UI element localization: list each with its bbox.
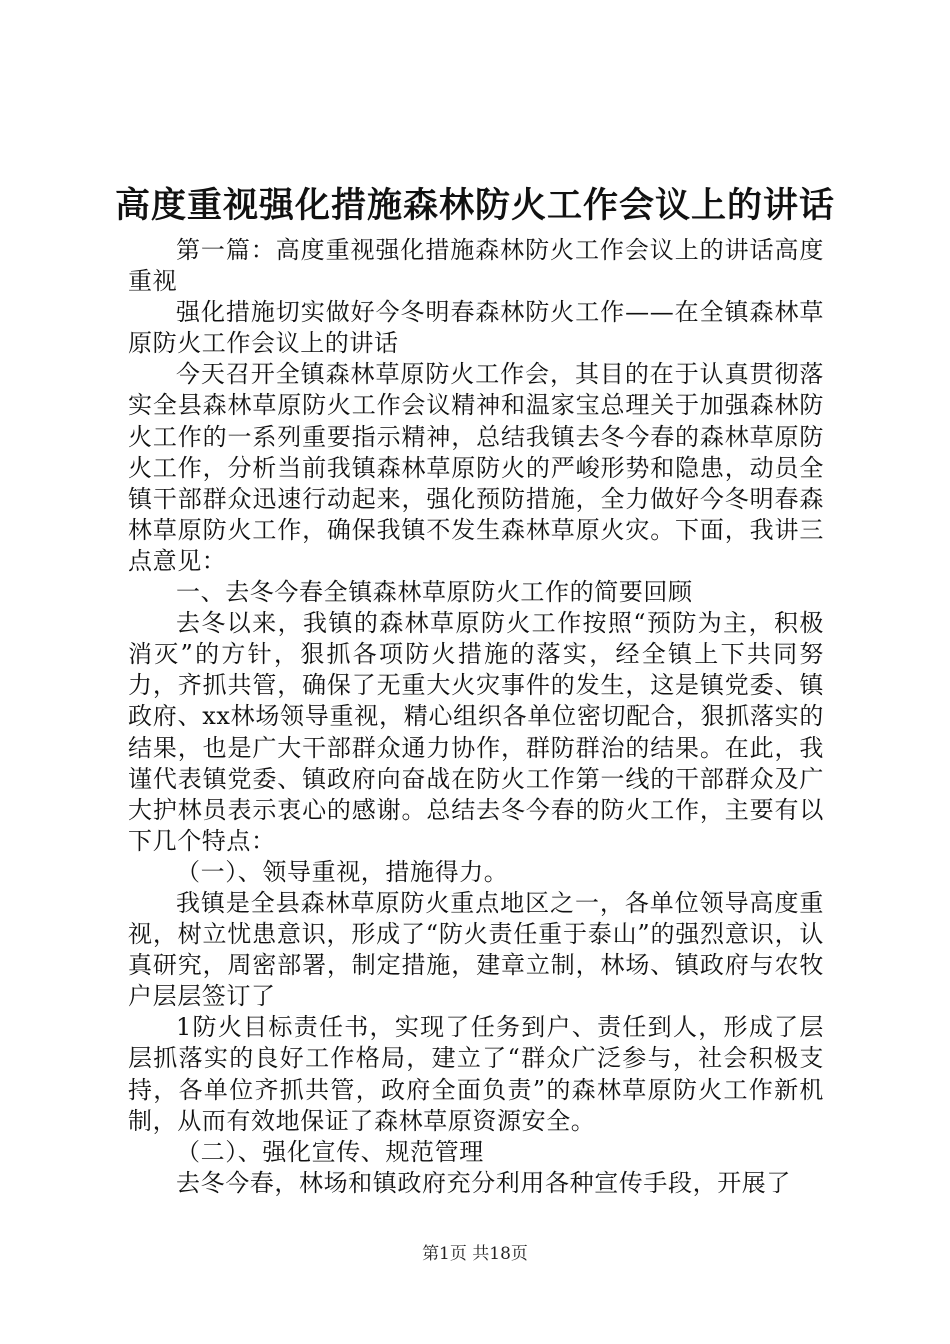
- paragraph: 去冬以来，我镇的森林草原防火工作按照“预防为主，积极消灭”的方针，狠抓各项防火措施的落实，经全镇上下共同努力，齐抓共管，确保了无重大火灾事件的发生，这是镇党委、镇政府、xx林场领导重视，精心组织各单位密切配合，狠抓落实的结果，也是广大干部群众通力协作，群防群治的结果。在此，我谨代表镇党委、镇政府向奋战在防火工作第一线的干部群众及广大护林员表示衷心的感谢。总结去冬今春的防火工作，主要有以下几个特点：: [128, 609, 824, 855]
- paragraph: 第一篇：高度重视强化措施森林防火工作会议上的讲话高度重视: [128, 236, 824, 296]
- paragraph: 我镇是全县森林草原防火重点地区之一，各单位领导高度重视，树立忧患意识，形成了“防火责任重于泰山”的强烈意识，认真研究，周密部署，制定措施，建章立制，林场、镇政府与农牧户层层签订了: [128, 888, 824, 1011]
- subsection-heading: （一）、领导重视，措施得力。: [176, 857, 509, 886]
- subsection-heading: （二）、强化宣传、规范管理: [176, 1137, 484, 1166]
- paragraph: 今天召开全镇森林草原防火工作会，其目的在于认真贯彻落实全县森林草原防火工作会议精神和温家宝总理关于加强森林防火工作的一系列重要指示精神，总结我镇去冬今春的森林草原防火工作，分析当前我镇森林草原防火的严峻形势和隐患，动员全镇干部群众迅速行动起来，强化预防措施，全力做好今冬明春森林草原防火工作，确保我镇不发生森林草原火灾。下面，我讲三点意见：: [128, 360, 824, 575]
- document-body: [128, 235, 824, 1199]
- page-number-footer: 第1页 共18页: [422, 1244, 528, 1264]
- paragraph: 1防火目标责任书，实现了任务到户、责任到人，形成了层层抓落实的良好工作格局，建立了“群众广泛参与，社会积极支持，各单位齐抓共管，政府全面负责”的森林草原防火工作新机制，从而有效地保证了森林草原资源安全。: [128, 1013, 824, 1135]
- paragraph: 去冬今春，林场和镇政府充分利用各种宣传手段，开展了: [176, 1168, 791, 1197]
- document-title: 高度重视强化措施森林防火工作会议上的讲话: [114, 185, 835, 226]
- paragraph: 强化措施切实做好今冬明春森林防火工作——在全镇森林草原防火工作会议上的讲话: [128, 298, 824, 358]
- section-heading: 一、去冬今春全镇森林草原防火工作的简要回顾: [176, 578, 693, 607]
